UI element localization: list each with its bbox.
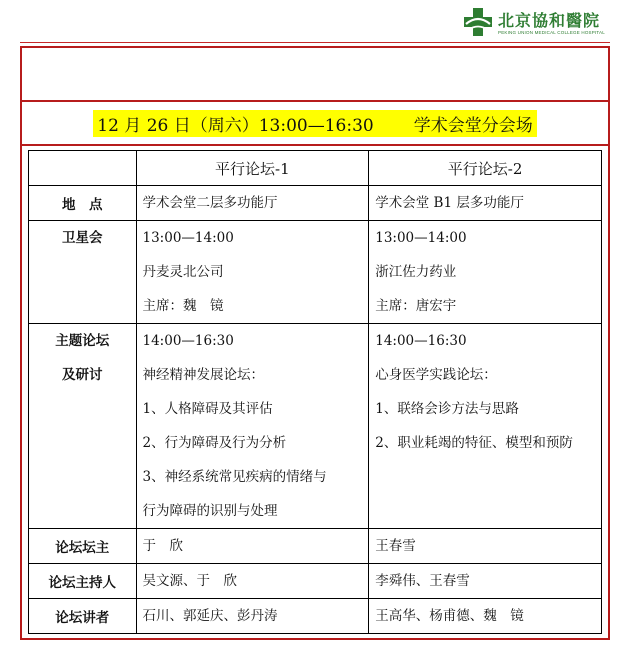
schedule-table [28,150,602,634]
table-row [29,186,602,221]
forum-1-header: 平行论坛-1 [136,151,369,186]
table-row [29,599,602,634]
session-date: 12 月 26 日（周六）13:00—16:30 [97,115,374,136]
pumch-cross-logo-icon [462,6,494,38]
table-header-row [29,151,602,186]
blank-header-row [22,48,608,102]
table-row [29,529,602,564]
forum-1-chair: 于 欣 [136,529,369,564]
session-title [93,110,536,137]
forum-2-header: 平行论坛-2 [369,151,602,186]
forum-1-location: 学术会堂二层多功能厅 [136,186,369,221]
session-title-row [22,102,608,146]
logo-name: 北京協和醫院 [498,11,601,30]
row-label-satellite: 卫星会 [29,221,137,324]
forum-2-satellite: 13:00—14:00 浙江佐力药业 主席：唐宏宇 [369,221,602,324]
row-label-theme: 主题论坛 及研讨 [29,324,137,529]
row-label-host: 论坛主持人 [29,564,137,599]
forum-1-speakers: 石川、郭延庆、彭丹涛 [136,599,369,634]
corner-cell [29,151,137,186]
forum-1-host: 吴文源、于 欣 [136,564,369,599]
row-label-location: 地 点 [29,186,137,221]
forum-2-location: 学术会堂 B1 层多功能厅 [369,186,602,221]
header-divider [20,42,610,43]
forum-2-chair: 王春雪 [369,529,602,564]
hospital-logo [462,4,610,42]
table-row [29,324,602,529]
schedule-frame [20,46,610,640]
forum-1-theme: 14:00—16:30 神经精神发展论坛： 1、人格障碍及其评估 2、行为障碍及行为分析 3、神经系统常见疾病的情绪与 行为障碍的识别与处理 [136,324,369,529]
table-row [29,221,602,324]
forum-2-host: 李舜伟、王春雪 [369,564,602,599]
session-venue: 学术会堂分会场 [413,115,533,136]
forum-2-theme: 14:00—16:30 心身医学实践论坛： 1、联络会诊方法与思路 2、职业耗竭的特征、模型和预防 [369,324,602,529]
forum-2-speakers: 王高华、杨甫德、魏 镜 [369,599,602,634]
row-label-chair: 论坛坛主 [29,529,137,564]
forum-1-satellite: 13:00—14:00 丹麦灵北公司 主席：魏 镜 [136,221,369,324]
logo-subtitle: PEKING UNION MEDICAL COLLEGE HOSPITAL [498,30,605,35]
row-label-speakers: 论坛讲者 [29,599,137,634]
table-row [29,564,602,599]
